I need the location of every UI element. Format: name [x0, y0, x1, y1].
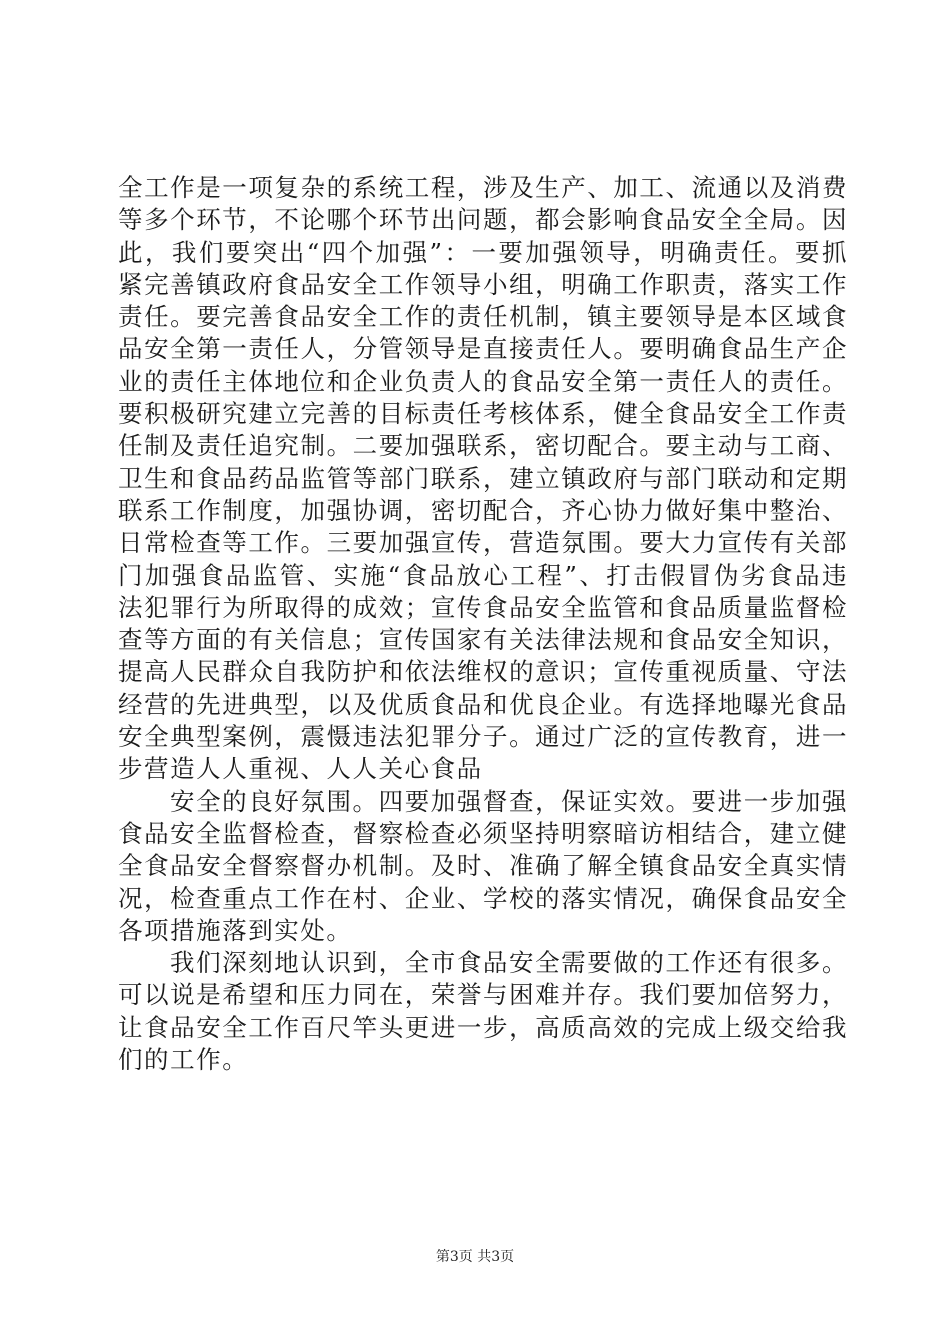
paragraph-1: 全工作是一项复杂的系统工程，涉及生产、加工、流通以及消费等多个环节，不论哪个环节出问题，都会影响食品安全全局。因此，我们要突出“四个加强”：一要加强领导，明确责任。要抓紧完善镇政府食品安全工作领导小组，明确工作职责，落实工作责任。要完善食品安全工作的责任机制，镇主要领导是本区域食品安全第一责任人，分管领导是直接责任人。要明确食品生产企业的责任主体地位和企业负责人的食品安全第一责任人的责任。要积极研究建立完善的目标责任考核体系，健全食品安全工作责任制及责任追究制。二要加强联系，密切配合。要主动与工商、卫生和食品药品监管等部门联系，建立镇政府与部门联动和定期联系工作制度，加强协调，密切配合，齐心协力做好集中整治、日常检查等工作。三要加强宣传，营造氛围。要大力宣传有关部门加强食品监管、实施“食品放心工程”、打击假冒伪劣食品违法犯罪行为所取得的成效；宣传食品安全监管和食品质量监督检查等方面的有关信息；宣传国家有关法律法规和食品安全知识，提高人民群众自我防护和依法维权的意识；宣传重视质量、守法经营的先进典型，以及优质食品和优良企业。有选择地曝光食品安全典型案例，震慑违法犯罪分子。通过广泛的宣传教育，进一步营造人人重视、人人关心食品 [118, 173, 848, 784]
paragraph-3: 我们深刻地认识到，全市食品安全需要做的工作还有很多。可以说是希望和压力同在，荣誉与困难并存。我们要加倍努力，让食品安全工作百尺竿头更进一步，高质高效的完成上级交给我们的工作。 [118, 948, 848, 1075]
document-body [118, 172, 848, 1076]
page-footer: 第3页 共3页 [435, 1249, 515, 1265]
paragraph-2: 安全的良好氛围。四要加强督查，保证实效。要进一步加强食品安全监督检查，督察检查必须坚持明察暗访相结合，建立健全食品安全督察督办机制。及时、准确了解全镇食品安全真实情况，检查重点工作在村、企业、学校的落实情况，确保食品安全各项措施落到实处。 [118, 786, 848, 945]
